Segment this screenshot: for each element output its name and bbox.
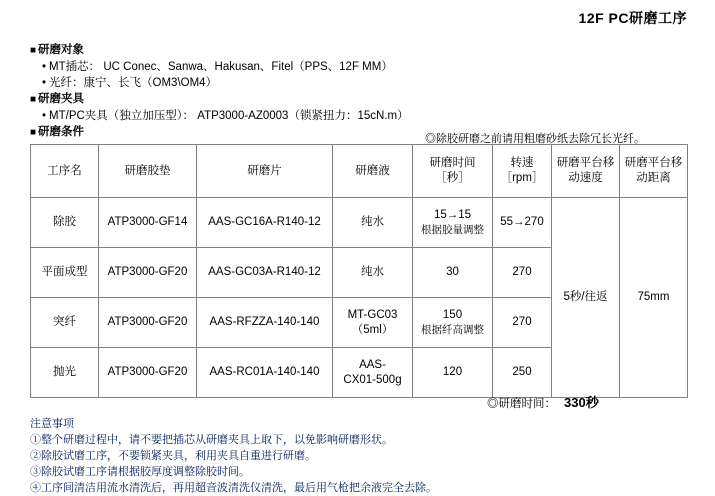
cell-time-value: 15→15 (433, 208, 472, 221)
spec-line-fixture-model: • MT/PC夹具（独立加压型）： ATP3000-AZ0003（锁紧扭力：15cN.m） (42, 110, 409, 122)
header-rpm-unit: ［rpm］ (500, 172, 544, 184)
pre-grinding-note: ◎除胶研磨之前请用粗磨砂纸去除冗长光纤。 (425, 133, 645, 145)
header-rpm-label: 转速 (510, 157, 534, 169)
square-bullet-icon: ■ (30, 127, 37, 138)
cell-move-speed: 5秒/往返 (552, 198, 620, 398)
page-title: 12F PC研磨工序 (578, 10, 687, 26)
cell-film: AAS-RFZZA-140-140 (197, 298, 333, 348)
cell-pad: ATP3000-GF20 (99, 298, 197, 348)
cell-film: AAS-RC01A-140-140 (197, 348, 333, 398)
caution-item: ④工序间清洁用流水清洗后，再用超音波清洗仪清洗，最后用气枪把余液完全去除。 (30, 482, 437, 494)
dot-bullet-icon: • (42, 61, 47, 73)
header-film: 研磨片 (197, 145, 333, 198)
cell-move-distance: 75mm (620, 198, 688, 398)
total-time-value: 330秒 (564, 395, 599, 410)
cell-rpm: 250 (493, 348, 552, 398)
cell-pad: ATP3000-GF20 (99, 348, 197, 398)
header-rpm (493, 145, 552, 198)
cell-liquid: 纯水 (333, 198, 413, 248)
cell-rpm: 270 (493, 298, 552, 348)
cell-rpm: 55→270 (493, 198, 552, 248)
header-time-label: 研磨时间 (429, 157, 476, 169)
cell-liquid-sub: （5ml） (351, 323, 394, 336)
cell-time-note: 根据纤高调整 (421, 323, 484, 336)
cell-process: 抛光 (31, 348, 99, 398)
dot-bullet-icon: • (42, 77, 47, 89)
table-header-row (31, 145, 688, 198)
total-time-label: ◎研磨时间： (487, 398, 556, 410)
cell-time: 120 (413, 348, 493, 398)
cautions-heading: 注意事项 (30, 418, 74, 430)
cell-time (413, 198, 493, 248)
cell-time (413, 298, 493, 348)
cell-time: 30 (413, 248, 493, 298)
table-row (31, 198, 688, 248)
cautions-section (30, 416, 437, 496)
caution-item: ②除胶试磨工序，不要锁紧夹具，利用夹具自重进行研磨。 (30, 450, 316, 462)
spec-line-grinding-object: ■ 研磨对象 (30, 44, 85, 56)
total-grinding-time (487, 392, 599, 411)
cell-liquid: 纯水 (333, 248, 413, 298)
spec-line-conditions: ■ 研磨条件 (30, 126, 85, 138)
square-bullet-icon: ■ (30, 45, 37, 56)
cell-rpm: 270 (493, 248, 552, 298)
header-move-distance: 研磨平台移动距离 (620, 145, 688, 198)
cell-pad: ATP3000-GF20 (99, 248, 197, 298)
spec-line-fixture: ■ 研磨夹具 (30, 93, 85, 105)
cell-liquid-value: AAS- (359, 358, 386, 371)
cell-liquid-value: MT-GC03 (347, 308, 398, 321)
header-time-unit: ［秒］ (435, 172, 470, 184)
cell-pad: ATP3000-GF14 (99, 198, 197, 248)
header-process: 工序名 (31, 145, 99, 198)
cell-liquid (333, 298, 413, 348)
dot-bullet-icon: • (42, 110, 47, 122)
cell-process: 平面成型 (31, 248, 99, 298)
cell-time-note: 根据胶量调整 (421, 223, 484, 236)
cell-liquid-sub: CX01-500g (343, 373, 402, 386)
cell-film: AAS-GC03A-R140-12 (197, 248, 333, 298)
spec-list (30, 42, 409, 141)
cell-process: 突纤 (31, 298, 99, 348)
cell-liquid (333, 348, 413, 398)
header-move-speed: 研磨平台移动速度 (552, 145, 620, 198)
cell-time-value: 150 (442, 308, 463, 321)
caution-item: ③除胶试磨工序请根据胶厚度调整除胶时间。 (30, 466, 250, 478)
grinding-process-table (30, 144, 688, 398)
header-liquid: 研磨液 (333, 145, 413, 198)
square-bullet-icon: ■ (30, 94, 37, 105)
spec-line-mt-ferrule: • MT插芯： UC Conec、Sanwa、Hakusan、Fitel（PPS、12F MM） (42, 61, 393, 73)
cell-process: 除胶 (31, 198, 99, 248)
header-time (413, 145, 493, 198)
spec-line-fiber: • 光纤：康宁、长飞（OM3\OM4） (42, 77, 218, 89)
header-pad: 研磨胶垫 (99, 145, 197, 198)
cell-film: AAS-GC16A-R140-12 (197, 198, 333, 248)
caution-item: ①整个研磨过程中，请不要把插芯从研磨夹具上取下，以免影响研磨形状。 (30, 434, 393, 446)
